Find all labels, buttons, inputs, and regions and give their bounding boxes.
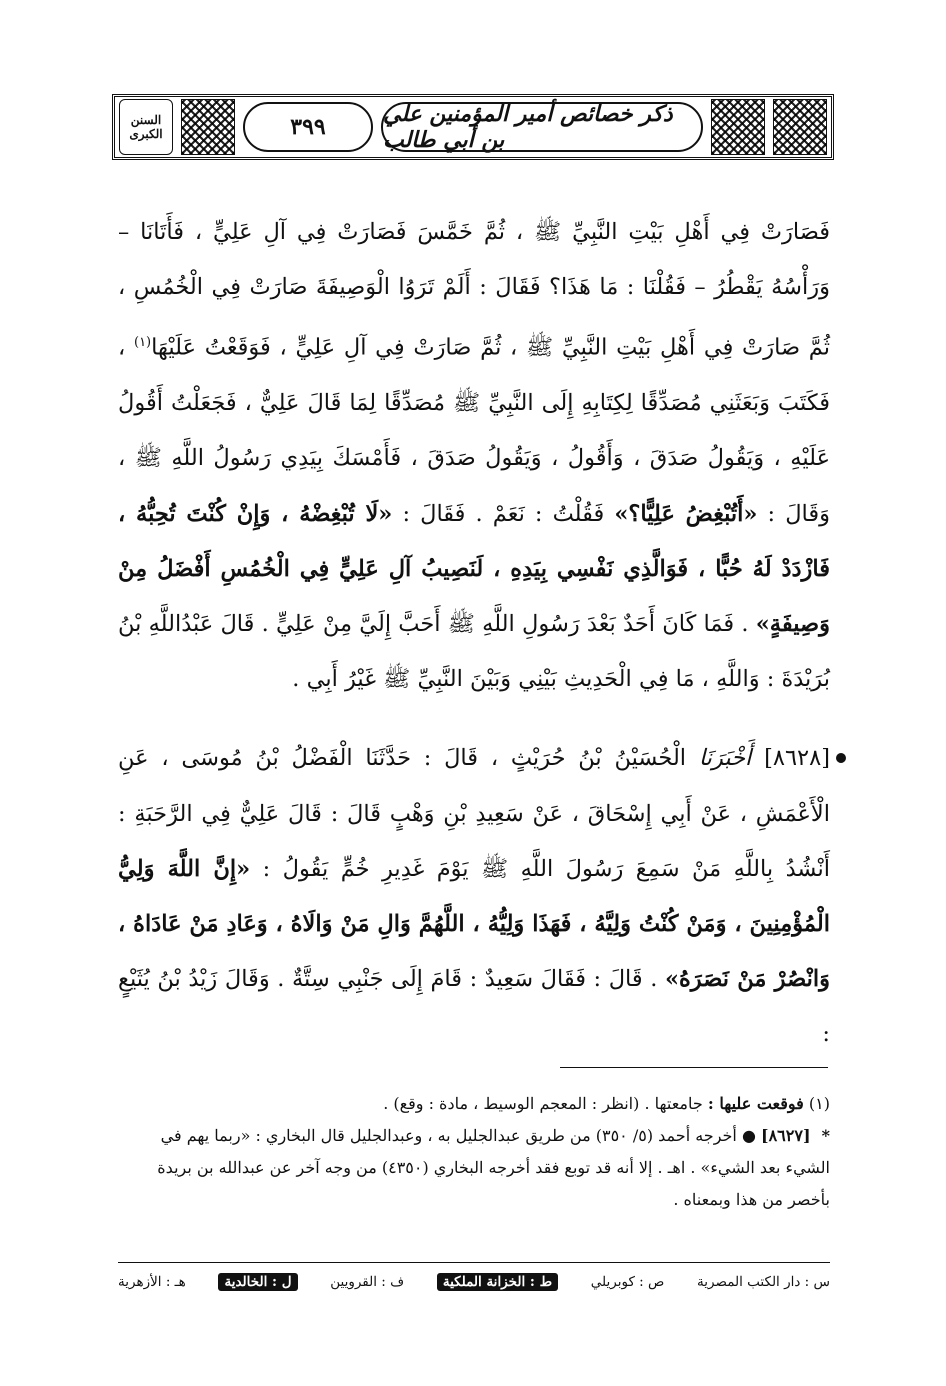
- ornament-right: [711, 99, 765, 155]
- paragraph-hadith-continued: فَصَارَتْ فِي أَهْلِ بَيْتِ النَّبِيِّ ﷺ ، ثُمَّ خَمَّسَ فَصَارَتْ فِي آلِ عَلِيٍّ ، فَأَتَانَا – وَرَأْسُهُ يَقْطُرُ – فَقُلْنَا : مَا هَذَا؟ فَقَالَ : أَلَمْ تَرَوُا الْوَصِيفَةَ صَارَتْ فِي الْخُمُسِ ، ثُمَّ صَارَتْ فِي أَهْلِ بَيْتِ النَّبِيِّ ﷺ ، ثُمَّ صَارَتْ فِي آلِ عَلِيٍّ ، فَوَقَعْتُ عَلَيْهَا$^{(١)}$ ، فَكَتَبَ وَبَعَثَنِي مُصَدِّقًا لِكِتَابِهِ إِلَى النَّبِيِّ ﷺ مُصَدِّقًا لِمَا قَالَ عَلِيٌّ ، فَجَعَلْتُ أَقُولُ عَلَيْهِ ، وَيَقُولُ صَدَقَ ، وَأَقُولُ ، وَيَقُولُ صَدَقَ ، فَأَمْسَكَ بِيَدِي رَسُولُ اللَّهِ ﷺ ، وَقَالَ : «أَتُبْغِضُ عَلِيًّا؟» فَقُلْتُ : نَعَمْ . فَقَالَ : «لَا تُبْغِضْهُ ، وَإِنْ كُنْتَ تُحِبُّهُ ، فَازْدَدْ لَهُ حُبًّا ، فَوَالَّذِي نَفْسِي بِيَدِهِ ، لَنَصِيبُ آلِ عَلِيٍّ فِي الْخُمُسِ أَفْضَلُ مِنْ وَصِيفَةٍ» . فَمَا كَانَ أَحَدٌ بَعْدَ رَسُولِ اللَّهِ ﷺ أَحَبَّ إِلَيَّ مِنْ عَلِيٍّ . قَالَ عَبْدُاللَّهِ بْنُ بُرَيْدَةَ : وَاللَّهِ ، مَا فِي الْحَدِيثِ بَيْنِي وَبَيْنَ النَّبِيِّ ﷺ غَيْرُ أَبِي .: [118, 219, 831, 693]
- footnotes: [118, 1088, 830, 1216]
- prophet-quote: «أَتُبْغِضُ عَلِيًّا؟»: [614, 500, 758, 527]
- ornament-left: [181, 99, 235, 155]
- prophet-quote: «إِنَّ اللَّهَ وَلِيُّ الْمُؤْمِنِينَ ، وَمَنْ كُنْتُ وَلِيَّهُ ، فَهَذَا وَلِيُّهُ ، اللَّهُمَّ وَالِ مَنْ وَالَاهُ ، وَعَادِ مَنْ عَادَاهُ ، وَانْصُرْ مَنْ نَصَرَهُ»: [118, 855, 830, 993]
- ms-ta: ط : الخزانة الملكية: [437, 1273, 558, 1291]
- footnote-separator: [560, 1067, 828, 1068]
- akhbarana: أَخْبَرَنَا: [698, 745, 752, 772]
- manuscript-legend: [118, 1268, 830, 1296]
- footnote-ref[interactable]: (١): [133, 335, 152, 351]
- ms-fa: ف : القرويين: [330, 1274, 405, 1290]
- star-icon: *: [821, 1126, 830, 1145]
- bullet-icon: [836, 753, 846, 763]
- page-number: ٣٩٩: [290, 114, 326, 140]
- hadith-number: [٨٦٢٨]: [764, 745, 830, 772]
- ms-sad: ص : كوبريلي: [590, 1274, 665, 1290]
- bottom-rule: [118, 1262, 830, 1263]
- ms-s: س : دار الكتب المصرية: [697, 1274, 830, 1290]
- footnote-hadith-8627: * [٨٦٢٧] ● أخرجه أحمد (٥/ ٣٥٠) من طريق عبدالجليل به ، وعبدالجليل قال البخاري : «ربما يهم في الشيء بعد الشيء» . اهـ . إلا أنه قد توبع فقد أخرجه البخاري (٤٣٥٠) من وجه آخر عن عبدالله بن بريدة بأخصر من هذا وبمعناه .: [157, 1126, 830, 1209]
- book-logo: [119, 99, 173, 155]
- book-logo-text: السنن الكبرى: [129, 113, 163, 141]
- page-header: [112, 94, 834, 160]
- ms-lam: ل : الخالدية: [218, 1273, 297, 1291]
- page-number-cartouche: [243, 102, 373, 152]
- prophet-quote: «لَا تُبْغِضْهُ ، وَإِنْ كُنْتَ تُحِبُّهُ ، فَازْدَدْ لَهُ حُبًّا ، فَوَالَّذِي نَفْسِي بِيَدِهِ ، لَنَصِيبُ آلِ عَلِيٍّ فِي الْخُمُسِ أَفْضَلُ مِنْ وَصِيفَةٍ»: [118, 500, 831, 637]
- running-title: ذكر خصائص أمير المؤمنين علي بن أبي طالب: [383, 101, 673, 153]
- main-text: [118, 205, 830, 1063]
- ms-ha: هـ : الأزهرية: [118, 1274, 186, 1290]
- footnote-1: (١) فوقعت عليها : جامعتها . (انظر : المعجم الوسيط ، مادة : وقع) .: [383, 1094, 830, 1113]
- paragraph-hadith-8628: [٨٦٢٨] أَخْبَرَنَا الْحُسَيْنُ بْنُ حُرَيْثٍ ، قَالَ : حَدَّثَنَا الْفَضْلُ بْنُ مُوسَى ، عَنِ الْأَعْمَشِ ، عَنْ أَبِي إِسْحَاقَ ، عَنْ سَعِيدِ بْنِ وَهْبٍ قَالَ : قَالَ عَلِيٌّ فِي الرَّحَبَةِ : أَنْشُدُ بِاللَّهِ مَنْ سَمِعَ رَسُولَ اللَّهِ ﷺ يَوْمَ غَدِيرِ خُمٍّ يَقُولُ : «إِنَّ اللَّهَ وَلِيُّ الْمُؤْمِنِينَ ، وَمَنْ كُنْتُ وَلِيَّهُ ، فَهَذَا وَلِيُّهُ ، اللَّهُمَّ وَالِ مَنْ وَالَاهُ ، وَعَادِ مَنْ عَادَاهُ ، وَانْصُرْ مَنْ نَصَرَهُ» . قَالَ : فَقَالَ سَعِيدٌ : قَامَ إِلَى جَنْبِي سِتَّةٌ . وَقَالَ زَيْدُ بْنُ يُثَيْعٍ :: [118, 731, 830, 1062]
- ornament-right-2: [773, 99, 827, 155]
- title-cartouche: [381, 102, 703, 152]
